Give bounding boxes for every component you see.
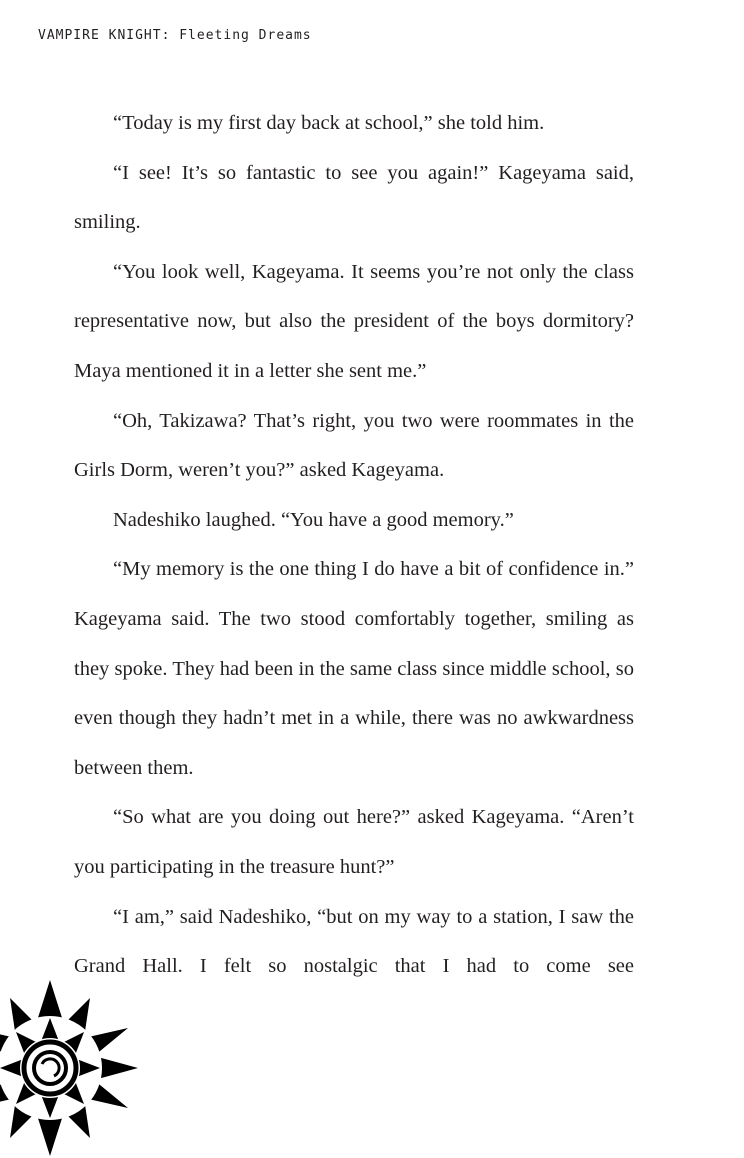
paragraph: “So what are you doing out here?” asked Kageyama. “Aren’t you participating in the treasure hunt?” — [74, 806, 634, 878]
paragraph: “Today is my first day back at school,” she told him. — [113, 112, 545, 134]
running-header — [38, 28, 312, 43]
header-separator: : — [161, 28, 180, 43]
header-series-title: VAMPIRE KNIGHT — [38, 28, 162, 43]
paragraph: “You look well, Kageyama. It seems you’re not only the class representative now, but also the president of the boys dormitory? Maya mentioned it in a letter she sent me.” — [74, 260, 634, 382]
page-body — [74, 99, 634, 992]
paragraph: Nadeshiko laughed. “You have a good memory.” — [113, 508, 514, 531]
paragraph: “My memory is the one thing I do have a bit of confidence in.” Kageyama said. The two stood comfortably together, smiling as they spoke. They had been in the same class since middle school, so even though they hadn’t met in a while, there was no awkwardness between them. — [74, 558, 634, 779]
header-subtitle: Fleeting Dreams — [179, 28, 312, 43]
paragraph: “I am,” said Nadeshiko, “but on my way to a station, I saw the Grand Hall. I felt so nostalgic that I had to come see — [74, 905, 634, 978]
paragraph: “I see! It’s so fantastic to see you again!” Kageyama said, smiling. — [74, 161, 634, 234]
rose-emblem-icon — [0, 978, 140, 1158]
paragraph: “Oh, Takizawa? That’s right, you two were roommates in the Girls Dorm, weren’t you?” asked Kageyama. — [74, 409, 634, 482]
